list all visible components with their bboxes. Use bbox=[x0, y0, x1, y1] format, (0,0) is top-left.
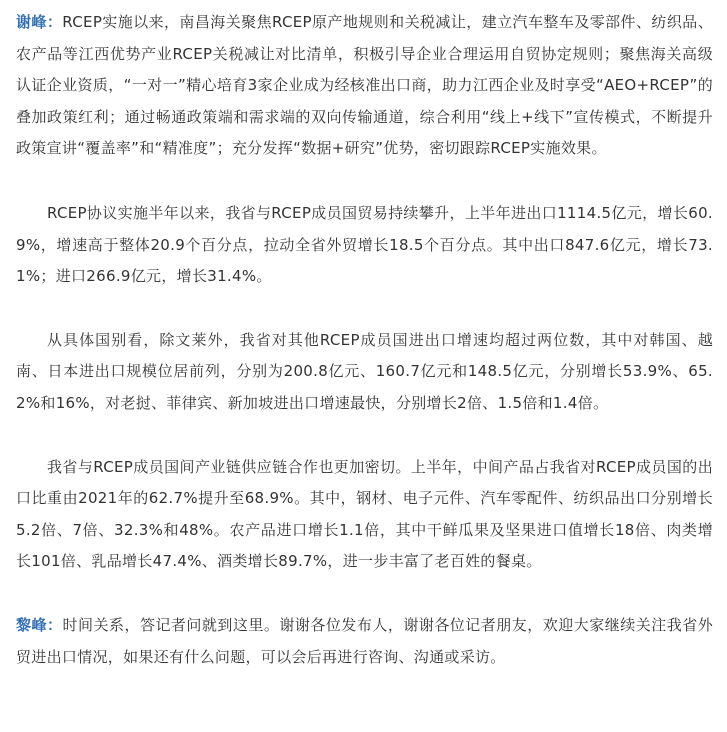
paragraph-text: 时间关系，答记者问就到这里。谢谢各位发布人，谢谢各位记者朋友，欢迎大家继续关注我省外贸进出口情况，如果还有什么问题，可以会后再进行咨询、沟通或采访。 bbox=[16, 615, 713, 666]
paragraph-text: RCEP实施以来，南昌海关聚焦RCEP原产地规则和关税减让，建立汽车整车及零部件、纺织品、农产品等江西优势产业RCEP关税减让对比清单，积极引导企业合理运用自贸协定规则；聚焦海关高级认证企业资质，“一对一”精心培育3家企业成为经核准出口商，助力江西企业及时享受“AEO+RCEP”的叠加政策红利；通过畅通政策端和需求端的双向传输通道，综合利用“线上+线下”宣传模式，不断提升政策宣讲“覆盖率”和“精准度”；充分发挥“数据+研究”优势，密切跟踪RCEP实施效果。 bbox=[16, 13, 713, 158]
paragraph-text: 我省与RCEP成员国间产业链供应链合作也更加密切。上半年，中间产品占我省对RCEP成员国的出口比重由2021年的62.7%提升至68.9%。其中，钢材、电子元件、汽车零配件、纺织品出口分别增长5.2倍、7倍、32.3%和48%。农产品进口增长1.1倍，其中干鲜瓜果及坚果进口值增长18倍、肉类增长101倍、乳品增长47.4%、酒类增长89.7%，进一步丰富了老百姓的餐桌。 bbox=[16, 457, 713, 571]
paragraph-text: RCEP协议实施半年以来，我省与RCEP成员国贸易持续攀升，上半年进出口1114.5亿元，增长60.9%，增速高于整体20.9个百分点，拉动全省外贸增长18.5个百分点。其中出口847.6亿元，增长73.1%；进口266.9亿元，增长31.4%。 bbox=[16, 203, 713, 286]
paragraph-country-breakdown bbox=[16, 325, 713, 420]
paragraph-rcep-trade-overview bbox=[16, 198, 713, 293]
speaker-name: 黎峰： bbox=[16, 615, 63, 634]
paragraph-supply-chain bbox=[16, 452, 713, 578]
paragraph-text: 从具体国别看，除文莱外，我省对其他RCEP成员国进出口增速均超过两位数，其中对韩国、越南、日本进出口规模位居前列，分别为200.8亿元、160.7亿元和148.5亿元，分别增长53.9%、65.2%和16%，对老挝、菲律宾、新加坡进出口增速最快，分别增长2倍、1.5倍和1.4倍。 bbox=[16, 330, 713, 412]
paragraph-li-feng-closing bbox=[16, 610, 713, 673]
speaker-name: 谢峰： bbox=[16, 13, 63, 31]
paragraph-xie-feng-answer bbox=[16, 7, 713, 165]
